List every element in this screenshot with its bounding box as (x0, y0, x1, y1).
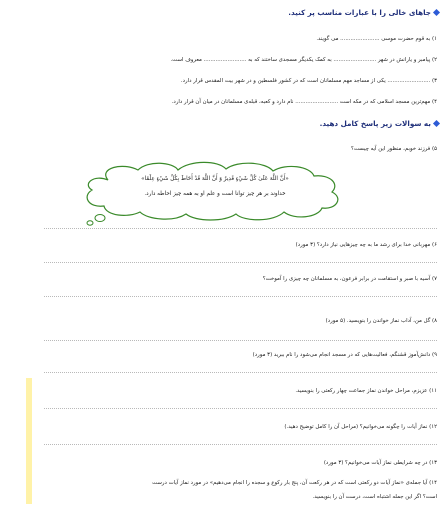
ayah-text: «أَنَّ اللَّهَ عَلَىٰ كُلِّ شَيْءٍ قَدِيرٌ وَ أَنَّ اللَّهَ قَدْ أَحَاطَ بِكُلِّ شَيْءٍ عِلْمًا» (141, 176, 289, 182)
section-fill-blanks-heading: جاهای خالی را با عبارات مناسب پر کنید. (288, 8, 439, 17)
ayah-translation: خداوند بر هر چیز توانا است و علم او به همه چیز احاطه دارد. (144, 191, 286, 197)
question-8: ۸) گل من، آداب نماز خواندن را بنویسید. (۵ مورد) (325, 318, 437, 324)
answer-line (44, 372, 437, 373)
highlight-bar (26, 378, 32, 504)
question-11: ۱۱) عزیزم، مراحل خواندن نماز جماعت چهار رکعتی را بنویسید. (295, 388, 437, 394)
question-13: ۱۳) در چه شرایطی نماز آیات می‌خوانیم؟ (۳ مورد) (323, 460, 437, 466)
section-questions-heading: به سوالات زیر پاسخ کامل دهید. (320, 119, 439, 128)
diamond-bullet-icon (433, 9, 440, 16)
question-14-line-1: ۱۴) آیا جمله‌ی «نماز آیات دو رکعتی است که در هر رکعت آن، پنج بار رکوع و سجده را انجام می‌دهیم» در مورد نماز آیات درست (152, 480, 437, 486)
fill-item-1: ۱) به قوم حضرت موسی ....................... می گویند. (316, 36, 437, 42)
answer-line (44, 228, 437, 229)
answer-line (44, 262, 437, 263)
fill-item-4: ۴) مهم‌ترین مسجد اسلامی که در مکه است ......................... نام دارد و کعبه، قبله‌ی مسلمانان در میان آن قرار دارد. (171, 99, 437, 105)
question-12: ۱۲) نماز آیات را چگونه می‌خوانیم؟ (مراحل آن را کامل توضیح دهید.) (284, 424, 437, 430)
question-9: ۹) دانش‌آموز قشنگم، فعالیت‌هایی که در مسجد انجام می‌شود را نام ببرید (۳ مورد) (252, 352, 437, 358)
fill-item-3: ۳) ......................... یکی از مساجد مهم مسلمانان است که در کشور فلسطین و در شهر بیت المقدس قرار دارد. (180, 78, 437, 84)
answer-line (44, 444, 437, 445)
answer-line (44, 296, 437, 297)
fill-item-2: ۲) پیامبر و یارانش در شهر ......................... به کمک یکدیگر مسجدی ساختند که به ......................... معروف است. (170, 57, 437, 63)
question-5: ۵) فرزند خوبم، منظور این آیه چیست؟ (351, 146, 437, 152)
question-6: ۶) مهربانی خدا برای رشد ما به چه چیزهایی نیاز دارد؟ (۳ مورد) (295, 242, 437, 248)
diamond-bullet-icon (433, 120, 440, 127)
answer-line (44, 340, 437, 341)
question-14-line-2: است؟ اگر این جمله اشتباه است، درست آن را بنویسید. (312, 494, 437, 500)
answer-line (44, 408, 437, 409)
question-7: ۷) آسیه با صبر و استقامت در برابر فرعون، به مسلمانان چه چیزی را آموخت؟ (262, 276, 437, 282)
